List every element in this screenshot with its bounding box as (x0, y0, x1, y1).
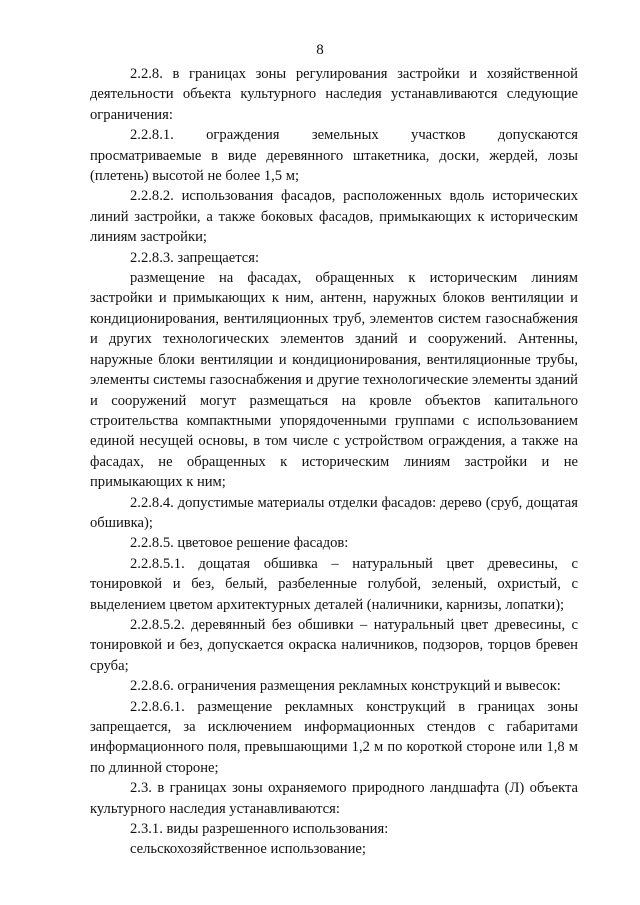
paragraph-agricultural-use: сельскохозяйственное использование; (130, 841, 366, 858)
document-body (90, 64, 578, 860)
page-number: 8 (316, 42, 324, 58)
paragraph-2-2-8: 2.2.8. в границах зоны регулирования застройки и хозяйственной деятельности объекта культурного наследия устанавливаются следующие ограничения: (90, 66, 578, 123)
paragraph-2-2-8-6-1: 2.2.8.6.1. размещение рекламных конструкций в границах зоны запрещается, за исключением информационных стендов с габаритами информационного поля, превышающими 1,2 м по короткой стороне или 1,8 м по длинной стороне; (90, 698, 578, 776)
paragraph-2-2-8-1: 2.2.8.1. ограждения земельных участков допускаются просматриваемые в виде деревянного штакетника, доски, жердей, лозы (плетень) высотой не более 1,5 м; (90, 127, 578, 185)
paragraph-2-2-8-6: 2.2.8.6. ограничения размещения рекламных конструкций и вывесок: (130, 678, 561, 695)
paragraph-2-2-8-2: 2.2.8.2. использования фасадов, расположенных вдоль исторических линий застройки, а также боковых фасадов, примыкающих к историческим линиям застройки; (90, 188, 578, 246)
paragraph-2-2-8-5: 2.2.8.5. цветовое решение фасадов: (130, 535, 349, 552)
paragraph-2-2-8-5-2: 2.2.8.5.2. деревянный без обшивки – натуральный цвет древесины, с тонировкой и без, допускается окраска наличников, подзоров, торцов бревен сруба; (90, 616, 578, 674)
paragraph-prohibition-details: размещение на фасадах, обращенных к историческим линиям застройки и примыкающих к ним, антенн, наружных блоков вентиляции и кондиционирования, вентиляционных труб, элементов систем газоснабжения и других технологических элементов зданий и сооружений. Антенны, наружные блоки вентиляции и кондиционирования, вентиляционные трубы, элементы системы газоснабжения и другие технологические элементы зданий и сооружений могут размещаться на кровле объектов капитального строительства компактными упорядоченными группами с использованием единой несущей основы, в том числе с устройством ограждения, а также на фасадах, не обращенных к историческим линиям застройки и не примыкающих к ним; (90, 270, 578, 491)
paragraph-2-2-8-4: 2.2.8.4. допустимые материалы отделки фасадов: дерево (сруб, дощатая обшивка); (90, 494, 578, 531)
paragraph-2-3-1: 2.3.1. виды разрешенного использования: (130, 821, 389, 838)
paragraph-2-2-8-3: 2.2.8.3. запрещается: (130, 249, 260, 266)
paragraph-2-3: 2.3. в границах зоны охраняемого природного ландшафта (Л) объекта культурного наследия устанавливаются: (90, 780, 578, 817)
paragraph-2-2-8-5-1: 2.2.8.5.1. дощатая обшивка – натуральный цвет древесины, с тонировкой и без, белый, разбеленные голубой, зеленый, охристый, с выделением цветом архитектурных деталей (наличники, карнизы, лопатки); (90, 555, 578, 613)
